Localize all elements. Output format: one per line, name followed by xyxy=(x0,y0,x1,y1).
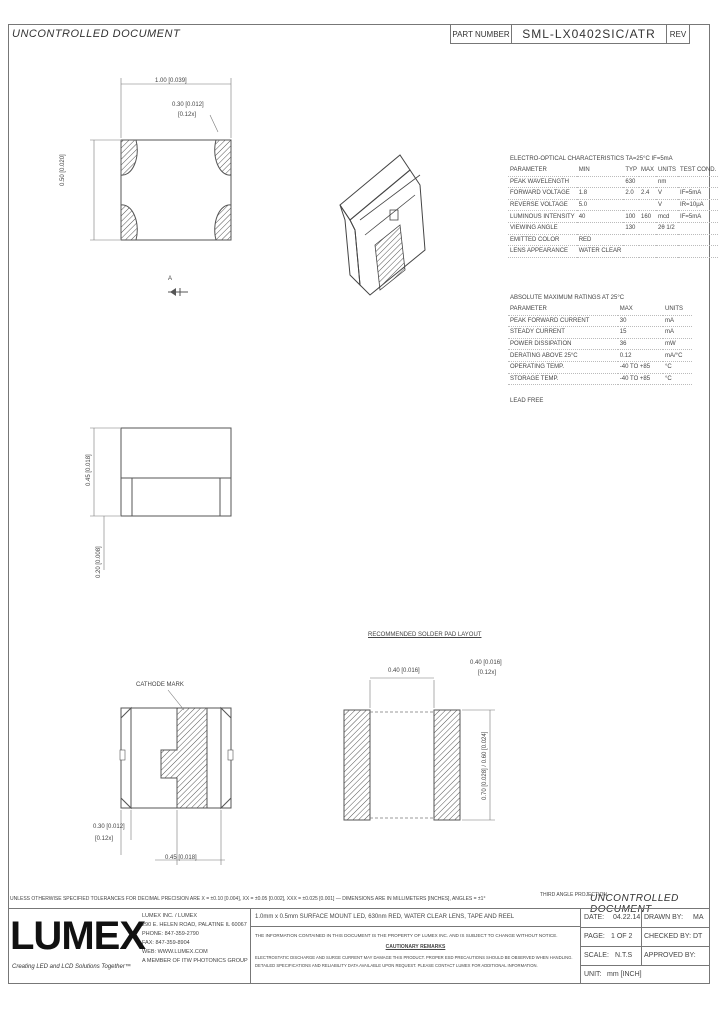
cell xyxy=(678,222,718,234)
table-row xyxy=(508,188,718,200)
cell: nm xyxy=(656,176,678,188)
cell: STORAGE TEMP. xyxy=(508,373,618,385)
cell xyxy=(678,234,718,246)
side-view-drawing xyxy=(80,420,260,580)
table-header-row xyxy=(508,304,692,315)
cell xyxy=(639,246,656,258)
pad-dim-right-2: [0.12x] xyxy=(478,670,497,676)
tolerance-notes: UNLESS OTHERWISE SPECIFIED TOLERANCES FOR DECIMAL PRECISION ARE X = ±0.10 [0.004], XX = ±0.05 [0.002], XXX = ±0.025 [0.001] — DIMENSIONS ARE IN MILLIMETERS [INCHES], ANGLES = ±1° xyxy=(10,896,486,902)
cell xyxy=(656,234,678,246)
table-row xyxy=(508,222,718,234)
product-description: 1.0mm x 0.5mm SURFACE MOUNT LED, 630nm RED, WATER CLEAR LENS, TAPE AND REEL xyxy=(255,914,515,920)
cell xyxy=(639,199,656,211)
cell: 630 xyxy=(623,176,639,188)
logo-text: LUMEX xyxy=(10,914,145,958)
cell: 36 xyxy=(618,338,663,350)
cell xyxy=(623,199,639,211)
cell: STEADY CURRENT xyxy=(508,327,618,339)
top-width-dim: 1.00 [0.039] xyxy=(155,78,187,84)
max-ratings-title: ABSOLUTE MAXIMUM RATINGS AT 25°C xyxy=(510,295,625,301)
address-line: WEB: WWW.LUMEX.COM xyxy=(142,949,208,955)
cell: PEAK FORWARD CURRENT xyxy=(508,315,618,327)
cell: 1.8 xyxy=(577,188,624,200)
header-cell: MIN xyxy=(577,165,624,176)
cell xyxy=(639,234,656,246)
header-cell: MAX xyxy=(639,165,656,176)
header-cell: TEST COND. xyxy=(678,165,718,176)
cell: °C xyxy=(663,361,692,373)
pad-layout-title: RECOMMENDED SOLDER PAD LAYOUT xyxy=(368,632,482,638)
pad-top-right xyxy=(215,140,231,175)
max-ratings-table xyxy=(508,304,692,385)
cell: 160 xyxy=(639,211,656,223)
caution-line: DETAILED SPECIFICATIONS AND RELIABILITY DATA AVAILABLE UPON REQUEST. PLEASE CONTACT LUMEX FOR ADDITIONAL INFORMATION. xyxy=(255,963,538,968)
address-line: 290 E. HELEN ROAD, PALATINE IL 60067 xyxy=(142,922,247,928)
cell: 2.0 xyxy=(623,188,639,200)
top-view-drawing xyxy=(80,70,260,310)
cell: PEAK WAVELENGTH xyxy=(508,176,577,188)
top-height-dim: 0.50 [0.020] xyxy=(60,154,66,186)
unit-value: mm [INCH] xyxy=(607,971,642,978)
cell: IR=10µA xyxy=(678,199,718,211)
cell: EMITTED COLOR xyxy=(508,234,577,246)
top-note-dim: 0.30 [0.012] xyxy=(172,102,204,108)
pad-dim-vertical: 0.70 [0.028] / 0.60 [0.024] xyxy=(482,731,488,800)
cell xyxy=(678,246,718,258)
caution-line: ELECTROSTATIC DISCHARGE AND SURGE CURRENT MAY DAMAGE THIS PRODUCT. PROPER ESD PRECAUTIONS SHOULD BE OBSERVED WHEN HANDLING. xyxy=(255,955,573,960)
cell xyxy=(656,246,678,258)
checked-label: CHECKED BY: xyxy=(644,933,692,940)
drawn-label: DRAWN BY: xyxy=(644,914,684,921)
cell: IF=5mA xyxy=(678,188,718,200)
cell xyxy=(623,234,639,246)
header-cell: MAX xyxy=(618,304,663,315)
page-label: PAGE: xyxy=(584,933,605,940)
cell: 40 xyxy=(577,211,624,223)
cell: REVERSE VOLTAGE xyxy=(508,199,577,211)
address-line: FAX: 847-359-8904 xyxy=(142,940,190,946)
part-number-value: SML-LX0402SIC/ATR xyxy=(511,24,667,44)
cell: POWER DISSIPATION xyxy=(508,338,618,350)
cell: V xyxy=(656,199,678,211)
electro-optical-table xyxy=(508,165,718,258)
cell xyxy=(577,222,624,234)
checked-value: DT xyxy=(693,933,703,940)
cell: 2θ 1/2 xyxy=(656,222,678,234)
pad-dim-top: 0.40 [0.016] xyxy=(388,668,420,674)
third-angle-label: THIRD ANGLE PROJECTION xyxy=(540,892,607,898)
cell: -40 TO +85 xyxy=(618,361,663,373)
rev-label: REV xyxy=(666,24,690,44)
description-block xyxy=(250,908,580,984)
caution-title: CAUTIONARY REMARKS xyxy=(385,944,446,950)
date-value: 04.22.14 xyxy=(613,914,641,921)
drawn-value: MA xyxy=(693,914,704,921)
cell: °C xyxy=(663,373,692,385)
table-row xyxy=(508,338,692,350)
address-line: PHONE: 847-359-2790 xyxy=(142,931,199,937)
cell xyxy=(639,176,656,188)
header-cell: PARAMETER xyxy=(508,304,618,315)
pad-top-left xyxy=(121,140,137,175)
cell: LUMINOUS INTENSITY xyxy=(508,211,577,223)
table-row xyxy=(508,361,692,373)
table-row xyxy=(508,211,718,223)
pad-bottom-right xyxy=(215,205,231,240)
cell: mA/°C xyxy=(663,350,692,362)
part-number-label: PART NUMBER xyxy=(450,24,512,44)
disclaimer: THE INFORMATION CONTAINED IN THIS DOCUMENT IS THE PROPERTY OF LUMEX INC. AND IS SUBJECT TO CHANGE WITHOUT NOTICE. xyxy=(255,933,558,938)
cell: 2.4 xyxy=(639,188,656,200)
cell: RED xyxy=(577,234,624,246)
side-height-dim: 0.45 [0.018] xyxy=(86,454,92,486)
cell: 5.0 xyxy=(577,199,624,211)
scale-value: N.T.S xyxy=(615,952,633,959)
cell: DERATING ABOVE 25°C xyxy=(508,350,618,362)
cell: 130 xyxy=(623,222,639,234)
cell: 0.12 xyxy=(618,350,663,362)
pad-dim-right: 0.40 [0.016] xyxy=(470,660,502,666)
cell: FORWARD VOLTAGE xyxy=(508,188,577,200)
cell xyxy=(623,246,639,258)
lead-free-note: LEAD FREE xyxy=(510,398,544,404)
eo-table-title: ELECTRO-OPTICAL CHARACTERISTICS TA=25°C IF=5mA xyxy=(510,156,673,162)
table-row xyxy=(508,246,718,258)
address-block xyxy=(142,912,246,966)
cell: 30 xyxy=(618,315,663,327)
table-header-row xyxy=(508,165,718,176)
cell: WATER CLEAR xyxy=(577,246,624,258)
cell: 15 xyxy=(618,327,663,339)
cell: OPERATING TEMP. xyxy=(508,361,618,373)
isometric-view-drawing xyxy=(330,150,440,300)
cell: V xyxy=(656,188,678,200)
header-cell: UNITS xyxy=(656,165,678,176)
table-row xyxy=(508,234,718,246)
cathode-mark-label: CATHODE MARK xyxy=(136,682,184,688)
cell: mA xyxy=(663,327,692,339)
unit-label: UNIT: xyxy=(584,971,602,978)
side-height-dim-2: 0.20 [0.008] xyxy=(96,546,102,578)
page-value: 1 OF 2 xyxy=(611,933,633,940)
lumex-logo xyxy=(10,916,145,956)
date-label: DATE: xyxy=(584,914,605,921)
title-block-grid xyxy=(580,908,710,984)
table-row xyxy=(508,373,692,385)
approved-label: APPROVED BY: xyxy=(644,952,696,959)
bottom-dim-1: 0.30 [0.012] xyxy=(93,824,125,830)
table-row xyxy=(508,315,692,327)
bottom-dim-2: [0.12x] xyxy=(95,836,114,842)
cell xyxy=(639,222,656,234)
cell: VIEWING ANGLE xyxy=(508,222,577,234)
table-row xyxy=(508,199,718,211)
table-row xyxy=(508,176,718,188)
cell: -40 TO +85 xyxy=(618,373,663,385)
header-cell: UNITS xyxy=(663,304,692,315)
header-cell: PARAMETER xyxy=(508,165,577,176)
cell: mA xyxy=(663,315,692,327)
cell xyxy=(678,176,718,188)
uncontrolled-footer: UNCONTROLLED DOCUMENT xyxy=(590,893,679,915)
table-row xyxy=(508,327,692,339)
cell: mW xyxy=(663,338,692,350)
view-arrow-label: A xyxy=(168,276,173,282)
scale-label: SCALE: xyxy=(584,952,609,959)
cell xyxy=(577,176,624,188)
address-line: LUMEX INC. / LUMEX xyxy=(142,913,198,919)
logo-tagline: Creating LED and LCD Solutions Together™ xyxy=(12,964,131,970)
cell: 100 xyxy=(623,211,639,223)
header-cell: TYP xyxy=(623,165,639,176)
uncontrolled-header: UNCONTROLLED DOCUMENT xyxy=(12,28,181,40)
cell: IF=5mA xyxy=(678,211,718,223)
bottom-width-dim: 0.45 [0.018] xyxy=(165,855,197,861)
cell: LENS APPEARANCE xyxy=(508,246,577,258)
address-line: A MEMBER OF ITW PHOTONICS GROUP xyxy=(142,958,248,964)
top-note-dim-2: [0.12x] xyxy=(178,112,197,118)
cell: mcd xyxy=(656,211,678,223)
table-row xyxy=(508,350,692,362)
pad-bottom-left xyxy=(121,205,137,240)
